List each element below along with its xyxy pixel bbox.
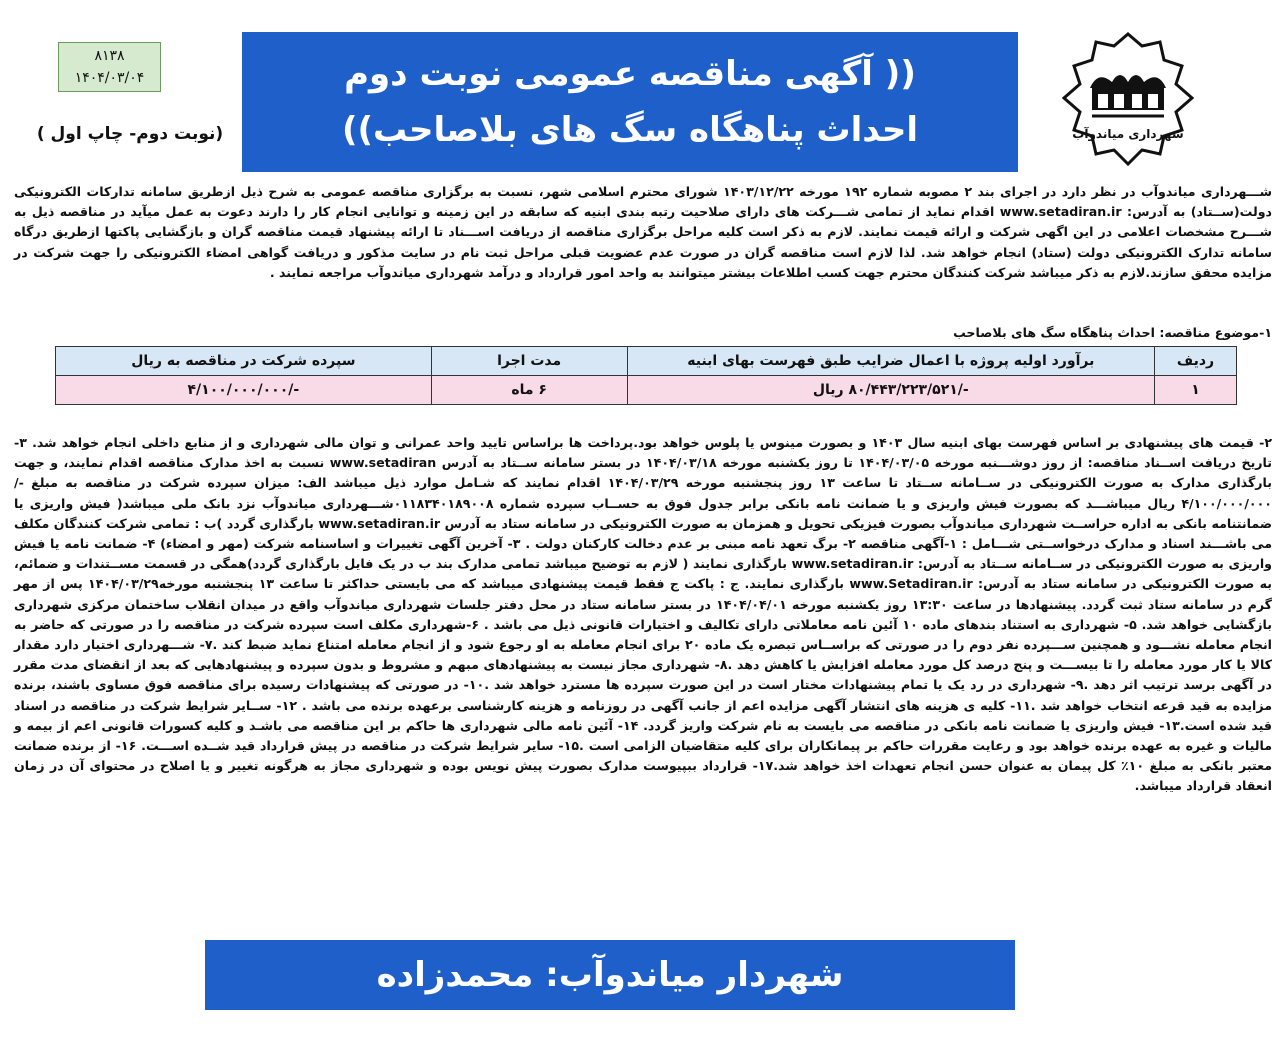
table-row — [56, 376, 1237, 405]
intro-text-1: شـــهرداری میاندوآب در نظر دارد در اجرای بند ۲ مصوبه شماره ۱۹۲ مورخه ۱۴۰۳/۱۲/۲۲ شورای محترم اسلامی شهر، نسبت به برگزاری مناقصه عمومی به شرح ذیل ازطریق سامانه تدارکات الکترونیکی دولت(ســتاد) به آدرس: — [14, 184, 1272, 220]
tender-conditions: ۲- قیمت های پیشنهادی بر اساس فهرست بهای ابنیه سال ۱۴۰۳ و بصورت مینوس یا پلوس خواهد بود.پرداخت ها براساس تایید واحد عمرانی و توان مالی شهرداری و از منابع داخلی انجام خواهد شد. ۳- تاریخ دریافت اســناد مناقصه: از روز دوشـــنبه مورخه ۱۴۰۴/۰۳/۰۵ تا روز یکشنبه مورخه ۱۴۰۴/۰۳/۱۸ در بستر سامانه ســتاد به آدرس www.setadiran نسبت به اخذ مدارک مناقصه اقدام نمایند، و جهت بارگذاری مدارک به صورت الکترونیکی در ســامانه ســتاد تا ساعت ۱۳ روز پنجشنبه مورخه ۱۴۰۴/۰۳/۲۹ اقدام نمایند که شـامل موارد ذیل میباشد الف: میزان سپرده شرکت در مناقصه به مبلغ -/۴/۱۰۰/۰۰۰/۰۰۰ ریال میباشـــد که بصورت فیش واریزی و یا ضمانت نامه بانکی برابر جدول فوق به حســاب سپرده شماره ۰۱۱۸۳۴۰۱۸۹۰۰۸شـــهرداری میاندوآب نزد بانک ملی میباشد( فیش واریزی یا ضمانتنامه بانکی به اداره حراســت شهرداری میاندوآب بصورت فیزیکی تحویل و همزمان به صورت الکترونیکی در سامانه ستاد به آدرس www.setadiran.ir بارگذاری گردد )ب : تمامی شرکت کنندگان مکلف می باشـــند اسناد و مدارک درخواســتی شـــامل : ۱-آگهی مناقصه ۲- برگ تعهد نامه مبنی بر عدم دخالت کارکنان دولت . ۳- آخرین آگهی تغییرات و اساسنامه شرکت (مهر و امضاء) ۴- ضمانت نامه یا فیش واریزی به صورت الکترونیکی در ســامانه ســتاد به آدرس: www.setadiran.ir بارگذاری نمایند ( لازم به توضیح میباشد تمامی مدارک بند ب در یک فایل بارگذاری گردد)همگی در قسمت مســتندات و ضمائم، به صورت الکترونیکی در سامانه ستاد به آدرس: www.Setadiran.ir بارگذاری نمایند. ج : پاکت ج فقط قیمت پیشنهادی میباشد که می بایستی حداکثر تا ساعت ۱۳ پنجشنبه مورخه۱۴۰۴/۰۳/۲۹ پس از مهر گرم در سامانه ستاد ثبت گردد. پیشنهادها در ساعت ۱۳:۳۰ روز یکشنبه مورخه ۱۴۰۴/۰۴/۰۱ در بستر سامانه ستاد در محل دفتر جلسات شهرداری میاندوآب واقع در میدان انقلاب ساختمان مرکزی شهرداری بازگشایی خواهد شد. ۵- شهرداری به استناد بندهای ماده ۱۰ آئین نامه معاملاتی دارای تکالیف و اختیارات قانونی ذیل می باشد . ۶-شهرداری مکلف است سپرده شرکت در مناقصه را در صورتی که حاضر به انجام معامله نشـــود و همچنین ســـپرده نفر دوم را در صورتی که براســاس تبصره یک ماده ۲۰ برای انجام معامله به او رجوع شود و از انجام معامله امتناع نماید ضبط کند .۷- شـــهرداری اختیار دارد مقدار کالا یا کار مورد معامله را تا بیســـت و پنج درصد کل مورد معامله افزایش یا کاهش دهد .۸- شهرداری مجاز نیست به پیشنهادهای مبهم و مشروط و بدون سپرده و پیشنهادهایی که بعد از انقضای مدت مقرر در آگهی برسد ترتیب اثر دهد .۹- شهرداری در رد یک یا تمام پیشنهادات مختار است در این صورت سپرده ها مسترد خواهد شد .۱۰- در صورتی که پیشنهادات رسیده برای مناقصه فوق مساوی باشند، برنده مزایده به قید قرعه انتخاب خواهد شد .۱۱- کلیه ی هزینه های انتشار آگهی مزایده اعم از جانب آگهی در روزنامه و هزینه کارشناسی برعهده برنده می باشد . ۱۲- ســایر شرایط شرکت در مناقصه در اسناد قید شده است.۱۳- فیش واریزی یا ضمانت نامه بانکی در مناقصه می بایست به نام شرکت واریز گردد. ۱۴- آئین نامه مالی شهرداری ها حاکم بر این مناقصه می باشـد و کلیه کسورات قانونی اعم از بیمه و مالیات و غیره به عهده برنده خواهد بود و رعایت مقررات حاکم بر پیمانکاران برای کلیه متقاضیان الزامی است .۱۵- سایر شرایط شرکت در مناقصه در پیش قرارداد قید شــده اســـت. ۱۶- از برنده ضمانت معتبر بانکی به مبلغ ۱۰٪ کل پیمان به عنوان حسن انجام تعهدات اخذ خواهد شد.۱۷- قرارداد ببپیوست مدارک بصورت پیش نویس بوده و شهرداری مجاز به هرگونه تغییر و یا اصلاح در محتوای آن در زمان انعقاد قرارداد میباشد. — [14, 435, 1273, 794]
intro-text-2: اقدام نماید از تمامی شـــرکت های دارای صلاحیت رتبه بندی ابنیه که سابقه در این زمینه و توانایی انجام کار را دارند دعوت به عمل میآید در مناقصه ذیل به شـــرح مشخصات اعلامی در این اگهی شرکت و ارائه قیمت نمایند. لازم به ذکر است کلیه مراحل برگزاری مناقصه از دریافت اســـناد تا ارائه پیشنهاد قیمت مناقصه گران و بازگشایی پاکتها ازطریق درگاه سامانه تدارک الکترونیکی دولت (ستاد) انجام خواهد شد. لذا لازم است مناقصه گران در صورت عدم عضویت قبلی مراحل ثبت نام در سایت مذکور و دریافت گواهی امضاء الکترونیکی را جهت شرکت در مزایده محقق سازند.لازم به ذکر میباشد شرکت کنندگان محترم جهت کسب اطلاعات بیشتر میتوانند به واحد امور قرارداد و درآمد شهرداری میاندوآب مراجعه نمایند . — [14, 204, 1272, 280]
municipality-emblem-icon — [1062, 32, 1194, 168]
reference-box — [58, 42, 161, 92]
reference-number: ۸۱۳۸ — [94, 48, 125, 64]
print-note: (نوبت دوم- چاپ اول ) — [36, 124, 224, 144]
tender-subject: ۱-موضوع مناقصه: احداث پناهگاه سگ های بلاصاحب — [953, 325, 1272, 340]
header-duration: مدت اجرا — [431, 347, 627, 376]
header-deposit: سپرده شرکت در مناقصه به ریال — [56, 347, 432, 376]
reference-date: ۱۴۰۴/۰۳/۰۴ — [74, 70, 145, 86]
header-row-number: ردیف — [1155, 347, 1237, 376]
title-line-2: احداث پناهگاه سگ های بلاصاحب)) — [341, 110, 919, 150]
title-banner — [242, 32, 1018, 172]
cell-duration: ۶ ماه — [431, 376, 627, 405]
header-estimate: برآورد اولیه پروژه با اعمال ضرایب طبق فهرست بهای ابنیه — [627, 347, 1155, 376]
cell-estimate: -/۸۰/۴۴۳/۲۲۳/۵۲۱ ریال — [627, 376, 1155, 405]
mayor-signature-banner: شهردار میاندوآب: محمدزاده — [205, 940, 1015, 1010]
setadiran-link[interactable]: www.setadiran.ir — [999, 204, 1122, 220]
emblem-text: شهرداری میاندوآب — [1072, 127, 1184, 141]
intro-paragraph — [14, 182, 1272, 283]
cell-row-number: ۱ — [1155, 376, 1237, 405]
title-line-1: (( آگهی مناقصه عمومی نوبت دوم — [344, 54, 916, 94]
table-header-row — [56, 347, 1237, 376]
tender-table — [55, 346, 1237, 405]
cell-deposit: -/۴/۱۰۰/۰۰۰/۰۰۰ — [56, 376, 432, 405]
